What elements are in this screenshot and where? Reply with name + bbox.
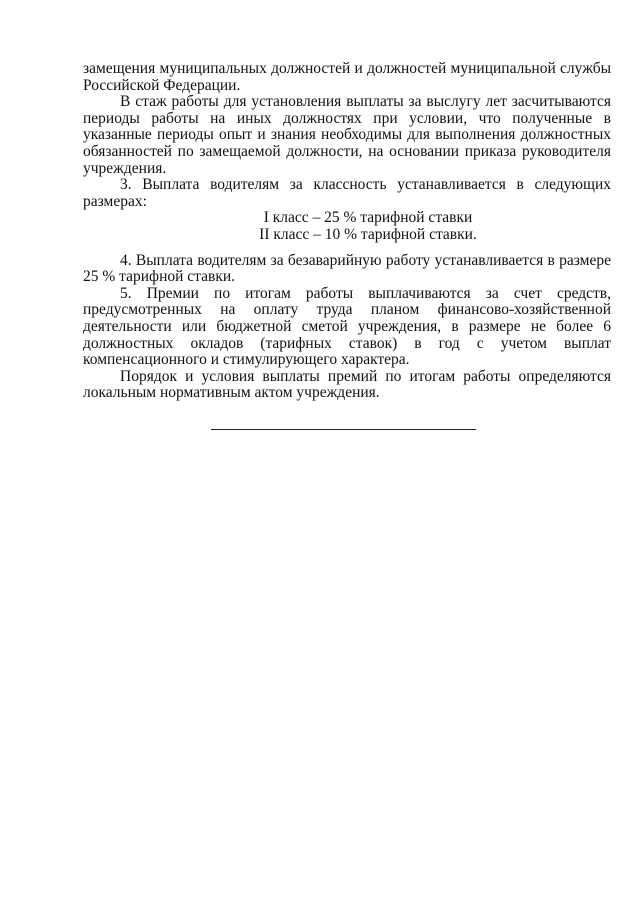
end-separator-line	[211, 429, 476, 430]
document-body	[83, 61, 611, 402]
paragraph-item-4-accident-free: 4. Выплата водителям за безаварийную работу устанавливается в размере 25 % тарифной ставки.	[83, 251, 611, 286]
class-2-rate: II класс – 10 % тарифной ставки.	[259, 225, 477, 243]
class-1-rate: I класс – 25 % тарифной ставки	[263, 209, 473, 227]
paragraph-service-length: В стаж работы для установления выплаты за выслугу лет засчитываются периоды работы на иных должностях при условии, что полученные в указанные периоды опыт и знания необходимы для выполнения должностных обязанностей по замещаемой должности, на основании приказа руководителя учреждения.	[83, 93, 611, 177]
paragraph-continuation: замещения муниципальных должностей и должностей муниципальной службы Российской Федерации.	[83, 60, 611, 94]
paragraph-item-5-bonuses: 5. Премии по итогам работы выплачиваются за счет средств, предусмотренных на оплату труда планом финансово-хозяйственной деятельности или бюджетной сметой учреждения, в размере не более 6 должностных окладов (тарифных ставок) в год с учетом выплат компенсационного и стимулирующего характера.	[83, 284, 611, 369]
paragraph-bonus-procedure: Порядок и условия выплаты премий по итогам работы определяются локальным нормативным актом учреждения.	[83, 367, 611, 402]
paragraph-item-3-class-payment: 3. Выплата водителям за классность устанавливается в следующих размерах:	[83, 176, 611, 210]
